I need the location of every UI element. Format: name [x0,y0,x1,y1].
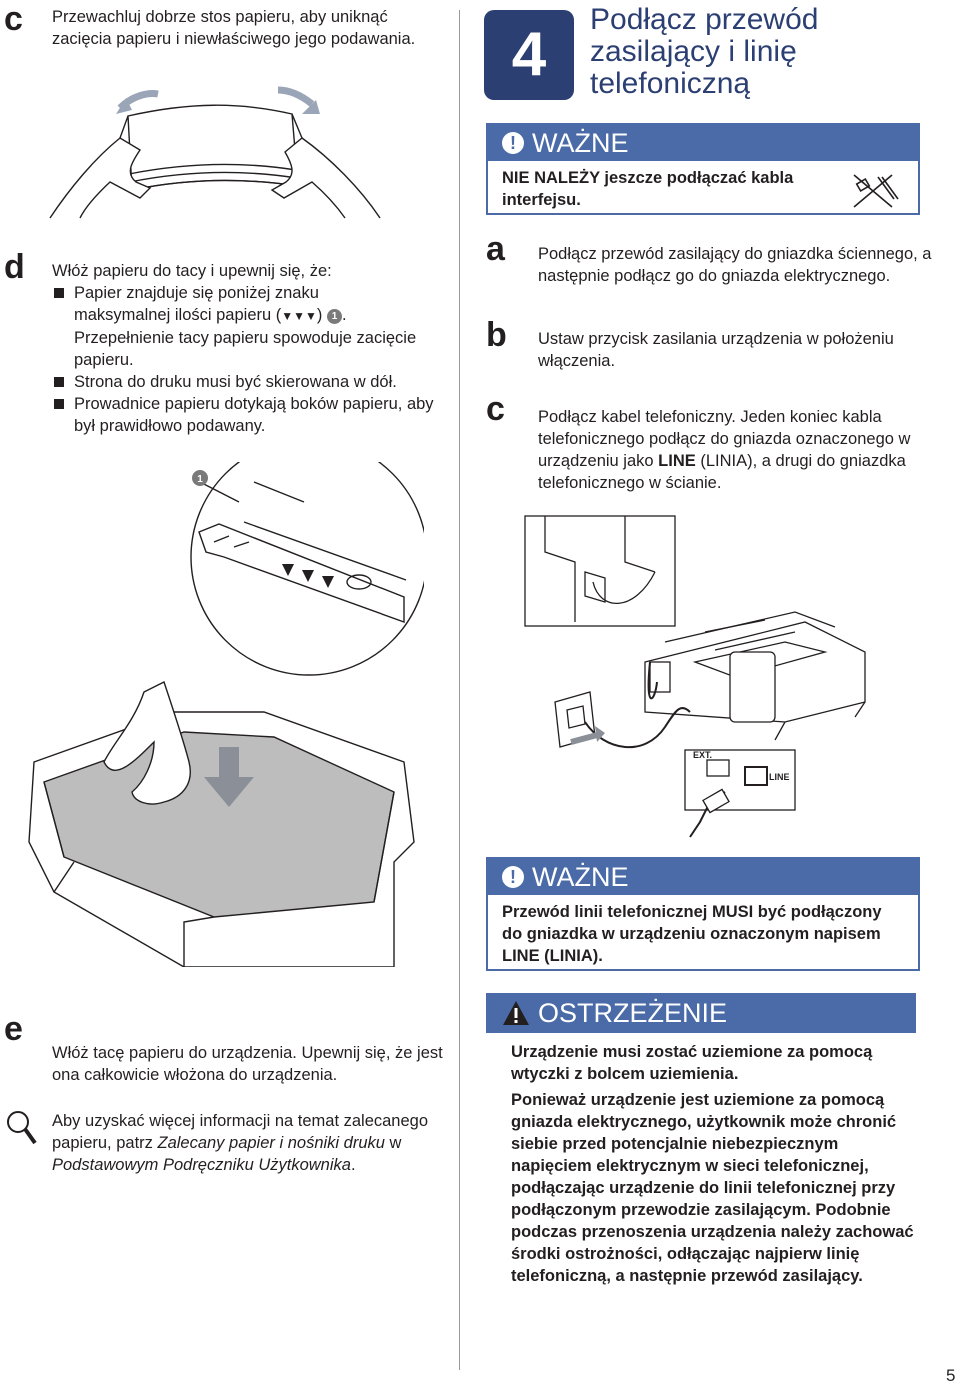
tip-text-2: w [384,1134,402,1152]
svg-text:1: 1 [197,474,203,485]
step-c-right-letter: c [486,390,505,428]
port-label-ext: EXT. [693,750,713,760]
exclamation-icon: ! [502,132,524,154]
bullet-1-line2-pre: maksymalnej ilości papieru ( [74,306,282,324]
step-e-text: Włóż tacę papieru do urządzenia. Upewnij się, że jest ona całkowicie włożona do urządzenia. [52,1044,443,1084]
important-1-body: NIE NALEŻY jeszcze podłączać kabla interfejsu. [502,169,794,209]
step-c-text-2: (LINIA), a drugi do gniazdka telefonicznego w ścianie. [538,452,906,492]
important-2-body: Przewód linii telefonicznej MUSI być podłączony do gniazdka w urządzeniu oznaczonym napisem LINE (LINIA). [502,903,882,965]
important-2-heading: WAŻNE [532,862,629,892]
tip-text-1: Aby uzyskać więcej informacji na temat zalecanego papieru, patrz [52,1112,429,1152]
fanning-paper-illustration [40,78,390,223]
bullet-1-line2-post: ) [316,306,323,324]
important-1-heading: WAŻNE [532,128,629,158]
important-2-header [488,859,918,895]
step-number-badge: 4 [484,10,574,100]
bullet-3-text: Prowadnice papieru dotykają boków papieru, aby był prawidłowo podawany. [74,395,434,435]
warning-header-box [486,993,916,1029]
step-d-bullet-1 [52,282,452,371]
step-title: Podłącz przewód zasilający i linię telefoniczną [590,3,819,100]
step-b-text: Ustaw przycisk zasilania urządzenia w położeniu włączenia. [538,330,894,370]
step-d-letter: d [4,248,25,286]
step-c-letter: c [4,0,23,38]
max-paper-mark: ▼▼▼ [281,309,317,323]
bullet-2-text: Strona do druku musi być skierowana w dół. [74,373,397,391]
step-a-letter: a [486,230,505,268]
page-number: 5 [946,1366,956,1385]
tip-ref-1: Zalecany papier i nośniki druku [157,1134,385,1152]
bullet-1-line1: Papier znajduje się poniżej znaku [74,284,319,302]
bullet-1-note: Przepełnienie tacy papieru spowoduje zacięcie papieru. [74,329,417,369]
warning-para-1: Urządzenie musi zostać uziemione za pomocą wtyczki z bolcem uziemienia. [511,1043,873,1083]
important-1-header [488,125,918,161]
step-d-block [52,260,452,437]
step-c-text-1: Podłącz kabel telefoniczny. Jeden koniec kabla telefonicznego podłącz do gniazda oznaczonego w urządzeniu jako [538,408,911,470]
paper-tray-illustration [14,462,424,967]
step-c-text: Przewachluj dobrze stos papieru, aby uniknąć zacięcia papieru i niewłaściwego jego podawania. [52,8,416,48]
step-b-letter: b [486,316,507,354]
column-divider [459,10,460,1370]
step-d-intro: Włóż papieru do tacy i upewnij się, że: [52,262,332,280]
important-box-1 [486,123,920,215]
step-a-text: Podłącz przewód zasilający do gniazdka ściennego, a następnie podłącz go do gniazda elektrycznego. [538,245,932,285]
step-e-letter: e [4,1010,23,1048]
tip-ref-2: Podstawowym Podręczniku Użytkownika [52,1156,351,1174]
exclamation-icon: ! [502,866,524,888]
warning-header [486,993,916,1033]
warning-triangle-icon [502,1000,530,1026]
warning-body [511,1041,921,1287]
port-label-line: LINE [769,772,790,782]
step-c-right-text [538,406,933,494]
callout-number-1: 1 [327,309,342,324]
bullet-1-after: . [341,306,347,324]
warning-para-2: Ponieważ urządzenie jest uziemione za pomocą gniazda elektrycznego, użytkownik może chronić siebie przed potencjalnie niebezpiecznym napięciem elektrycznym w sieci telefonicznej, podłączając urządzenie do linii telefonicznej przy podłączonym przewodzie zasilającym. Podobnie podczas przenoszenia urządzenia należy zachować środki ostrożności, odłączając najpierw linię telefoniczną, a następnie przewód zasilający. [511,1091,914,1285]
line-label: LINE [658,452,696,470]
tip-text [52,1110,437,1176]
phone-line-connection-illustration [505,512,925,842]
step-d-bullet-2 [52,371,452,393]
tip-text-3: . [350,1156,356,1174]
warning-heading: OSTRZEŻENIE [538,998,728,1028]
step-d-bullet-3 [52,393,452,437]
no-interface-cable-icon [848,169,904,211]
magnifier-icon [4,1108,38,1148]
important-box-2 [486,857,920,971]
